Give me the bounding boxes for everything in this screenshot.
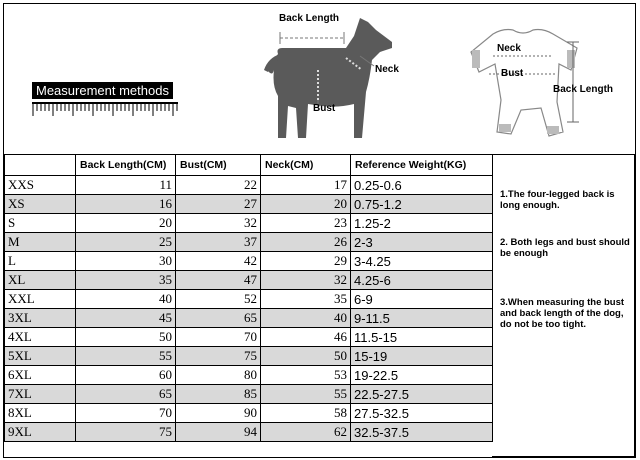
table-row: [5, 328, 493, 347]
back-length-cell: 35: [76, 271, 176, 290]
column-header: [5, 155, 76, 176]
back-length-cell: 30: [76, 252, 176, 271]
back-length-cell: 75: [76, 423, 176, 442]
back-length-cell: 16: [76, 195, 176, 214]
bust-cell: 22: [176, 176, 261, 195]
size-cell: 6XL: [5, 366, 76, 385]
shirt-neck-label: Neck: [497, 43, 521, 54]
size-cell: 3XL: [5, 309, 76, 328]
note-3: 3.When measuring the bust and back length of the dog, do not be too tight.: [500, 297, 625, 330]
size-cell: XXS: [5, 176, 76, 195]
back-length-cell: 40: [76, 290, 176, 309]
size-cell: S: [5, 214, 76, 233]
table-row: [5, 290, 493, 309]
weight-cell: 4.25-6: [351, 271, 493, 290]
weight-cell: 22.5-27.5: [351, 385, 493, 404]
weight-cell: 2-3: [351, 233, 493, 252]
table-row: [5, 233, 493, 252]
back-length-cell: 65: [76, 385, 176, 404]
weight-cell: 19-22.5: [351, 366, 493, 385]
size-cell: XL: [5, 271, 76, 290]
bust-cell: 70: [176, 328, 261, 347]
ruler-icon: [32, 102, 178, 118]
table-row: [5, 252, 493, 271]
back-length-cell: 70: [76, 404, 176, 423]
neck-cell: 55: [261, 385, 351, 404]
bust-cell: 65: [176, 309, 261, 328]
neck-cell: 53: [261, 366, 351, 385]
back-length-cell: 50: [76, 328, 176, 347]
weight-cell: 27.5-32.5: [351, 404, 493, 423]
neck-cell: 62: [261, 423, 351, 442]
weight-cell: 32.5-37.5: [351, 423, 493, 442]
column-header: Back Length(CM): [76, 155, 176, 176]
size-cell: 7XL: [5, 385, 76, 404]
bust-cell: 80: [176, 366, 261, 385]
neck-cell: 35: [261, 290, 351, 309]
note-2: 2. Both legs and bust should be enough: [500, 237, 630, 259]
measurement-methods-label: Measurement methods: [32, 82, 173, 99]
size-cell: XS: [5, 195, 76, 214]
neck-cell: 29: [261, 252, 351, 271]
neck-cell: 40: [261, 309, 351, 328]
neck-cell: 32: [261, 271, 351, 290]
size-cell: 4XL: [5, 328, 76, 347]
neck-cell: 58: [261, 404, 351, 423]
weight-cell: 0.25-0.6: [351, 176, 493, 195]
bust-cell: 42: [176, 252, 261, 271]
neck-cell: 20: [261, 195, 351, 214]
column-header: Reference Weight(KG): [351, 155, 493, 176]
bust-cell: 75: [176, 347, 261, 366]
notes-panel: [492, 154, 635, 457]
bust-cell: 52: [176, 290, 261, 309]
size-cell: M: [5, 233, 76, 252]
neck-cell: 17: [261, 176, 351, 195]
weight-cell: 6-9: [351, 290, 493, 309]
bust-cell: 85: [176, 385, 261, 404]
size-cell: XXL: [5, 290, 76, 309]
dog-neck-label: Neck: [375, 64, 399, 75]
neck-cell: 50: [261, 347, 351, 366]
weight-cell: 0.75-1.2: [351, 195, 493, 214]
table-row: [5, 404, 493, 423]
size-cell: 8XL: [5, 404, 76, 423]
table-header-row: [5, 155, 493, 176]
size-cell: 9XL: [5, 423, 76, 442]
table-row: [5, 195, 493, 214]
size-table: [4, 154, 493, 442]
table-row: [5, 347, 493, 366]
bust-cell: 37: [176, 233, 261, 252]
table-row: [5, 423, 493, 442]
dog-illustration: [258, 8, 408, 148]
weight-cell: 3-4.25: [351, 252, 493, 271]
table-row: [5, 214, 493, 233]
bust-cell: 90: [176, 404, 261, 423]
table-row: [5, 271, 493, 290]
dog-bust-label: Bust: [313, 103, 336, 114]
column-header: Neck(CM): [261, 155, 351, 176]
weight-cell: 15-19: [351, 347, 493, 366]
table-row: [5, 176, 493, 195]
table-row: [5, 366, 493, 385]
back-length-cell: 60: [76, 366, 176, 385]
weight-cell: 11.5-15: [351, 328, 493, 347]
shirt-bust-label: Bust: [501, 68, 524, 79]
back-length-cell: 11: [76, 176, 176, 195]
dog-back-length-label: Back Length: [279, 13, 340, 24]
weight-cell: 9-11.5: [351, 309, 493, 328]
column-header: Bust(CM): [176, 155, 261, 176]
size-cell: 5XL: [5, 347, 76, 366]
bust-cell: 47: [176, 271, 261, 290]
bust-cell: 94: [176, 423, 261, 442]
neck-cell: 23: [261, 214, 351, 233]
weight-cell: 1.25-2: [351, 214, 493, 233]
note-1: 1.The four-legged back is long enough.: [500, 189, 615, 211]
size-cell: L: [5, 252, 76, 271]
back-length-cell: 45: [76, 309, 176, 328]
measurement-methods: [32, 82, 180, 122]
neck-cell: 46: [261, 328, 351, 347]
table-row: [5, 309, 493, 328]
back-length-cell: 20: [76, 214, 176, 233]
back-length-cell: 55: [76, 347, 176, 366]
neck-cell: 26: [261, 233, 351, 252]
shirt-back-length-label: Back Length: [553, 84, 614, 95]
table-row: [5, 385, 493, 404]
bust-cell: 32: [176, 214, 261, 233]
bust-cell: 27: [176, 195, 261, 214]
back-length-cell: 25: [76, 233, 176, 252]
